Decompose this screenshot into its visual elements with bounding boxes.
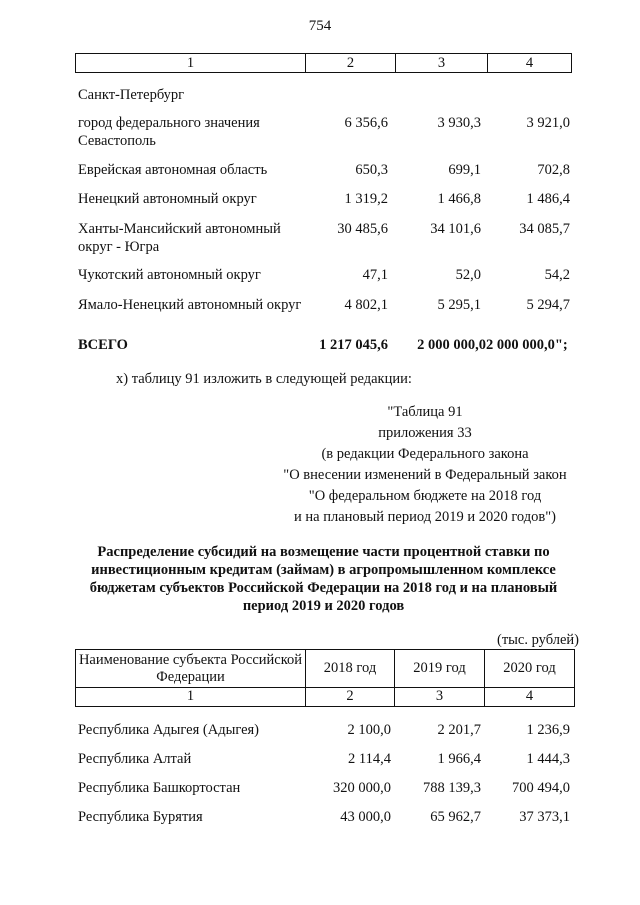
row-name: Санкт-Петербург (78, 87, 185, 103)
row-value-2019: 52,0 (455, 267, 481, 283)
row-value-2019: 1 966,4 (437, 751, 481, 767)
row-value-2018: 320 000,0 (333, 780, 391, 796)
unit-label: (тыс. рублей) (497, 632, 579, 648)
row-name: Республика Адыгея (Адыгея) (78, 722, 260, 738)
row-value-2018: 2 114,4 (348, 751, 391, 767)
row-value-2018: 47,1 (362, 267, 388, 283)
col-number-4: 4 (484, 688, 574, 706)
row-name: город федерального значения Севастополь (78, 115, 260, 149)
annex-line: приложения 33 (378, 425, 472, 441)
top-col-2: 2 (305, 54, 395, 72)
bottom-table-header (75, 649, 575, 707)
row-value-2019: 3 930,3 (437, 115, 481, 131)
total-2019: 2 000 000,0 (417, 337, 486, 353)
annex-line: "О внесении изменений в Федеральный закон (283, 467, 567, 483)
annex-line: "Таблица 91 (387, 404, 463, 420)
header-2018: 2018 год (305, 650, 394, 688)
row-name: Республика Башкортостан (78, 780, 241, 796)
row-value-2020: 1 444,3 (526, 751, 570, 767)
col-number-1: 1 (186, 688, 195, 704)
row-value-2019: 2 201,7 (437, 722, 481, 738)
header-2019: 2019 год (394, 650, 484, 688)
header-2020: 2020 год (484, 650, 574, 688)
title-line: бюджетам субъектов Российской Федерации на 2018 год и на плановый (89, 580, 558, 596)
row-name: Республика Алтай (78, 751, 192, 767)
col-number-3: 3 (394, 688, 484, 706)
row-value-2020: 1 236,9 (526, 722, 570, 738)
row-value-2019: 1 466,8 (437, 191, 481, 207)
top-table-header (75, 53, 572, 73)
row-value-2020: 34 085,7 (519, 221, 570, 237)
row-name: Ямало-Ненецкий автономный округ (78, 297, 302, 313)
row-name: Чукотский автономный округ (78, 267, 261, 283)
header-subject: Наименование субъекта Российской Федерации (76, 650, 305, 688)
row-value-2018: 2 100,0 (347, 722, 391, 738)
row-value-2019: 65 962,7 (430, 809, 481, 825)
top-col-3: 3 (395, 54, 487, 72)
row-value-2020: 3 921,0 (526, 115, 570, 131)
row-value-2018: 1 319,2 (344, 191, 388, 207)
annex-line: и на плановый период 2019 и 2020 годов") (294, 509, 556, 525)
col-number-2: 2 (305, 688, 394, 706)
row-value-2020: 37 373,1 (519, 809, 570, 825)
annex-line: (в редакции Федерального закона (321, 446, 529, 462)
row-value-2018: 6 356,6 (344, 115, 388, 131)
title-line: Распределение субсидий на возмещение части процентной ставки по (97, 544, 550, 560)
row-name: Ханты-Мансийский автономный округ - Югра (78, 221, 281, 255)
row-value-2020: 700 494,0 (512, 780, 570, 796)
total-2020: 2 000 000,0"; (486, 337, 568, 353)
row-value-2020: 702,8 (537, 162, 570, 178)
top-col-1: 1 (186, 55, 195, 71)
top-col-4: 4 (487, 54, 571, 72)
row-name: Республика Бурятия (78, 809, 203, 825)
row-value-2019: 34 101,6 (430, 221, 481, 237)
title-line: инвестиционным кредитам (займам) в агропромышленном комплексе (91, 562, 556, 578)
row-value-2018: 43 000,0 (340, 809, 391, 825)
annex-reference (260, 402, 590, 528)
row-value-2020: 54,2 (544, 267, 570, 283)
row-value-2019: 699,1 (448, 162, 481, 178)
row-value-2020: 5 294,7 (526, 297, 570, 313)
total-label: ВСЕГО (78, 337, 128, 353)
annex-line: "О федеральном бюджете на 2018 год (308, 488, 542, 504)
total-2018: 1 217 045,6 (319, 337, 388, 353)
title-line: период 2019 и 2020 годов (242, 598, 405, 614)
row-value-2019: 788 139,3 (423, 780, 481, 796)
row-value-2018: 650,3 (355, 162, 388, 178)
row-value-2020: 1 486,4 (526, 191, 570, 207)
row-value-2019: 5 295,1 (437, 297, 481, 313)
row-name: Еврейская автономная область (78, 162, 268, 178)
row-value-2018: 30 485,6 (337, 221, 388, 237)
page-number: 754 (308, 18, 332, 34)
row-name: Ненецкий автономный округ (78, 191, 257, 207)
instruction-paragraph: х) таблицу 91 изложить в следующей редакции: (116, 371, 412, 387)
row-value-2018: 4 802,1 (344, 297, 388, 313)
table-title (75, 543, 572, 615)
